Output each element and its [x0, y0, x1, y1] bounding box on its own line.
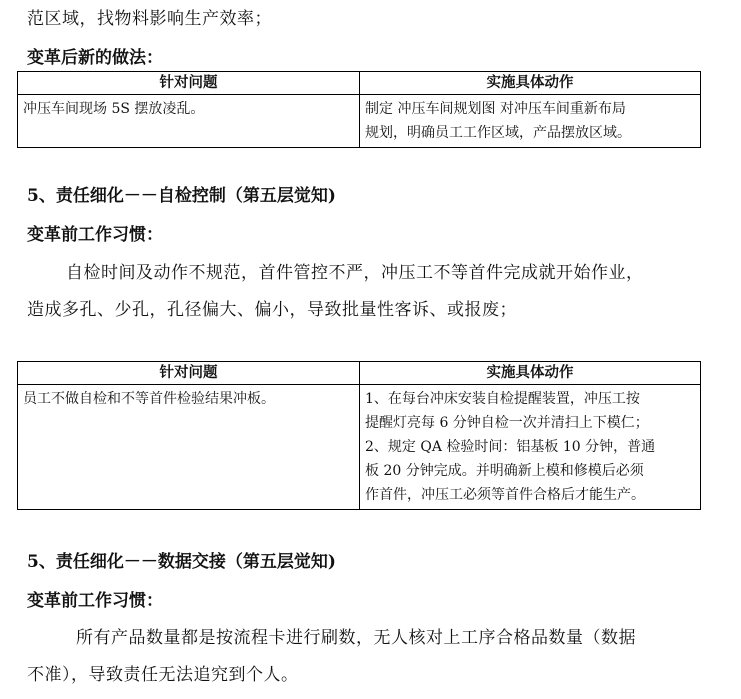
- action-line: 1、在每台冲床安装自检提醒装置，冲压工按: [365, 391, 640, 407]
- table-cell-action: [360, 385, 701, 510]
- table-header-action: 实施具体动作: [360, 72, 701, 95]
- paragraph-line: 自检时间及动作不规范，首件管控不严，冲压工不等首件完成就开始作业，: [66, 263, 644, 283]
- section-title-self-check: 5、责任细化－－自检控制（第五层觉知): [27, 186, 336, 206]
- paragraph-line: 所有产品数量都是按流程卡进行刷数，无人核对上工序合格品数量（数据: [76, 628, 636, 648]
- section-title-data-handover: 5、责任细化－－数据交接（第五层觉知): [27, 552, 336, 572]
- action-line: 板 20 分钟完成。并明确新上模和修模后必须: [365, 463, 644, 479]
- after-heading: 变革后新的做法：: [27, 48, 163, 68]
- table-cell-action: [360, 95, 701, 148]
- paragraph-line: 不准），导致责任无法追究到个人。: [27, 665, 299, 685]
- paragraph-line: 造成多孔、少孔，孔径偏大、偏小，导致批量性客诉、或报废；: [27, 300, 517, 320]
- intro-tail-line: 范区域，找物料影响生产效率；: [27, 9, 272, 29]
- before-heading-data-handover: 变革前工作习惯：: [27, 591, 163, 611]
- action-line: 提醒灯亮每 6 分钟自检一次并清扫上下模仁；: [365, 415, 649, 431]
- action-line: 2、规定 QA 检验时间：铝基板 10 分钟，普通: [365, 439, 656, 455]
- table-self-check: [17, 361, 701, 510]
- table-header-problem: 针对问题: [18, 72, 360, 95]
- table-cell-problem: 员工不做自检和不等首件检验结果冲板。: [18, 385, 360, 510]
- table-cell-problem: 冲压车间现场 5S 摆放凌乱。: [18, 95, 360, 148]
- table-header-problem: 针对问题: [18, 362, 360, 385]
- action-line: 制定 冲压车间规划图 对冲压车间重新布局: [365, 101, 626, 117]
- action-line: 规划，明确员工工作区域，产品摆放区域。: [365, 125, 631, 141]
- table-header-action: 实施具体动作: [360, 362, 701, 385]
- table-5s: [17, 71, 701, 148]
- before-heading-self-check: 变革前工作习惯：: [27, 225, 163, 245]
- action-line: 作首件，冲压工必须等首件合格后才能生产。: [365, 487, 645, 503]
